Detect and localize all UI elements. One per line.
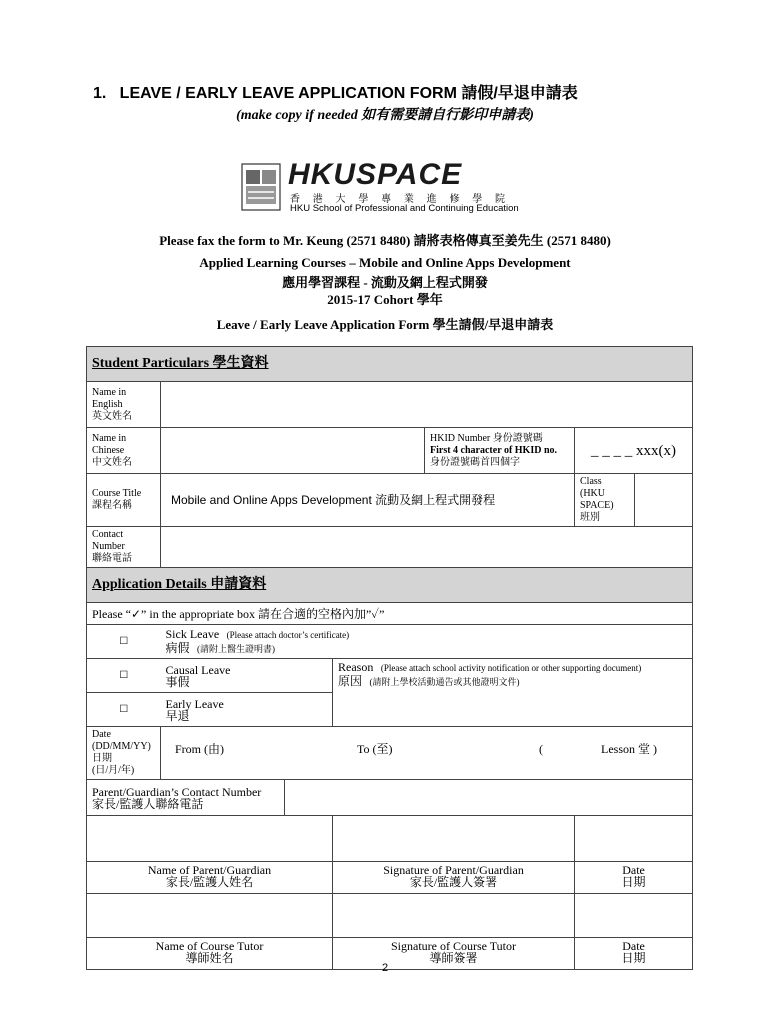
name-en-label: Name in English 英文姓名 [87,382,161,428]
parent-name-label: Name of Parent/Guardian 家長/監護人姓名 [87,862,333,894]
course-name-en: Applied Learning Courses – Mobile and Online Apps Development [199,255,571,270]
copy-note: (make copy if needed 如有需要請自行影印申請表) [236,108,534,123]
lesson-open-paren: ( [539,742,543,756]
name-en-field[interactable] [161,382,693,428]
tutor-signature-field[interactable] [333,894,575,938]
parent-name-field[interactable] [87,816,333,862]
cohort: 2015-17 Cohort 學年 [327,292,443,307]
early-leave-option: Early Leave 早退 [161,693,333,727]
form-heading: 1. LEAVE / EARLY LEAVE APPLICATION FORM 請假/早退申請表 [93,85,578,102]
guardian-contact-field[interactable] [285,780,693,816]
class-label: Class (HKU SPACE) 班別 [575,474,635,527]
class-field[interactable] [635,474,693,527]
course-title-value: Mobile and Online Apps Development 流動及網上程式開發程 [161,474,575,527]
contact-label: Contact Number 聯絡電話 [87,527,161,568]
sick-leave-option: Sick Leave (Please attach doctor’s certificate) 病假 (請附上醫生證明書) [161,625,693,659]
causal-leave-option: Causal Leave 事假 [161,659,333,693]
fax-instruction: Please fax the form to Mr. Keung (2571 8480) 請將表格傳真至姜先生 (2571 8480) [159,233,611,248]
brand-english: HKU School of Professional and Continuing Education [290,203,519,214]
brand-chinese: 香 港 大 學 專 業 進 修 學 院 [290,194,511,205]
parent-signature-field[interactable] [333,816,575,862]
hkuspace-logo [240,158,530,216]
application-section-header: Application Details 申請資料 [87,568,693,603]
name-zh-field[interactable] [161,428,425,474]
sick-leave-checkbox[interactable]: ☐ [87,625,161,659]
name-zh-label: Name in Chinese 中文姓名 [87,428,161,474]
lesson-label: Lesson 堂 ) [601,742,657,756]
reason-field[interactable]: Reason (Please attach school activity notification or other supporting document) 原因 (請附上學校活動通告或其他證明文件) [333,659,693,727]
causal-leave-checkbox[interactable]: ☐ [87,659,161,693]
date-label: Date (DD/MM/YY) 日期 (日/月/年) [87,727,161,780]
early-leave-checkbox[interactable]: ☐ [87,693,161,727]
hkid-field[interactable]: _ _ _ _ xxx(x) [575,428,693,474]
page-number: 2 [381,962,389,974]
tutor-name-label: Name of Course Tutor 導師姓名 [87,938,333,970]
parent-date-label: Date 日期 [575,862,693,894]
tutor-signature-label: Signature of Course Tutor 導師簽署 [333,938,575,970]
parent-date-field[interactable] [575,816,693,862]
tutor-date-field[interactable] [575,894,693,938]
to-label: To (至) [357,742,393,756]
brand-wordmark: HKUSPACE [288,158,463,191]
parent-signature-label: Signature of Parent/Guardian 家長/監護人簽署 [333,862,575,894]
tick-instruction: Please “✓” in the appropriate box 請在合適的空格內加”✓” [87,603,693,625]
course-title-label: Course Title 課程名稱 [87,474,161,527]
student-section-header: Student Particulars 學生資料 [87,347,693,382]
course-name-zh: 應用學習課程 - 流動及網上程式開發 [282,275,488,290]
tutor-name-field[interactable] [87,894,333,938]
form-title: Leave / Early Leave Application Form 學生請假/早退申請表 [216,317,554,332]
date-range-field[interactable] [161,727,693,780]
application-form [86,346,693,970]
guardian-contact-label: Parent/Guardian’s Contact Number 家長/監護人聯絡電話 [87,780,285,816]
hkid-label: HKID Number 身份證號碼 First 4 character of HKID no. 身份證號碼首四個字 [425,428,575,474]
from-label: From (由) [175,742,224,756]
tutor-date-label: Date 日期 [575,938,693,970]
contact-field[interactable] [161,527,693,568]
